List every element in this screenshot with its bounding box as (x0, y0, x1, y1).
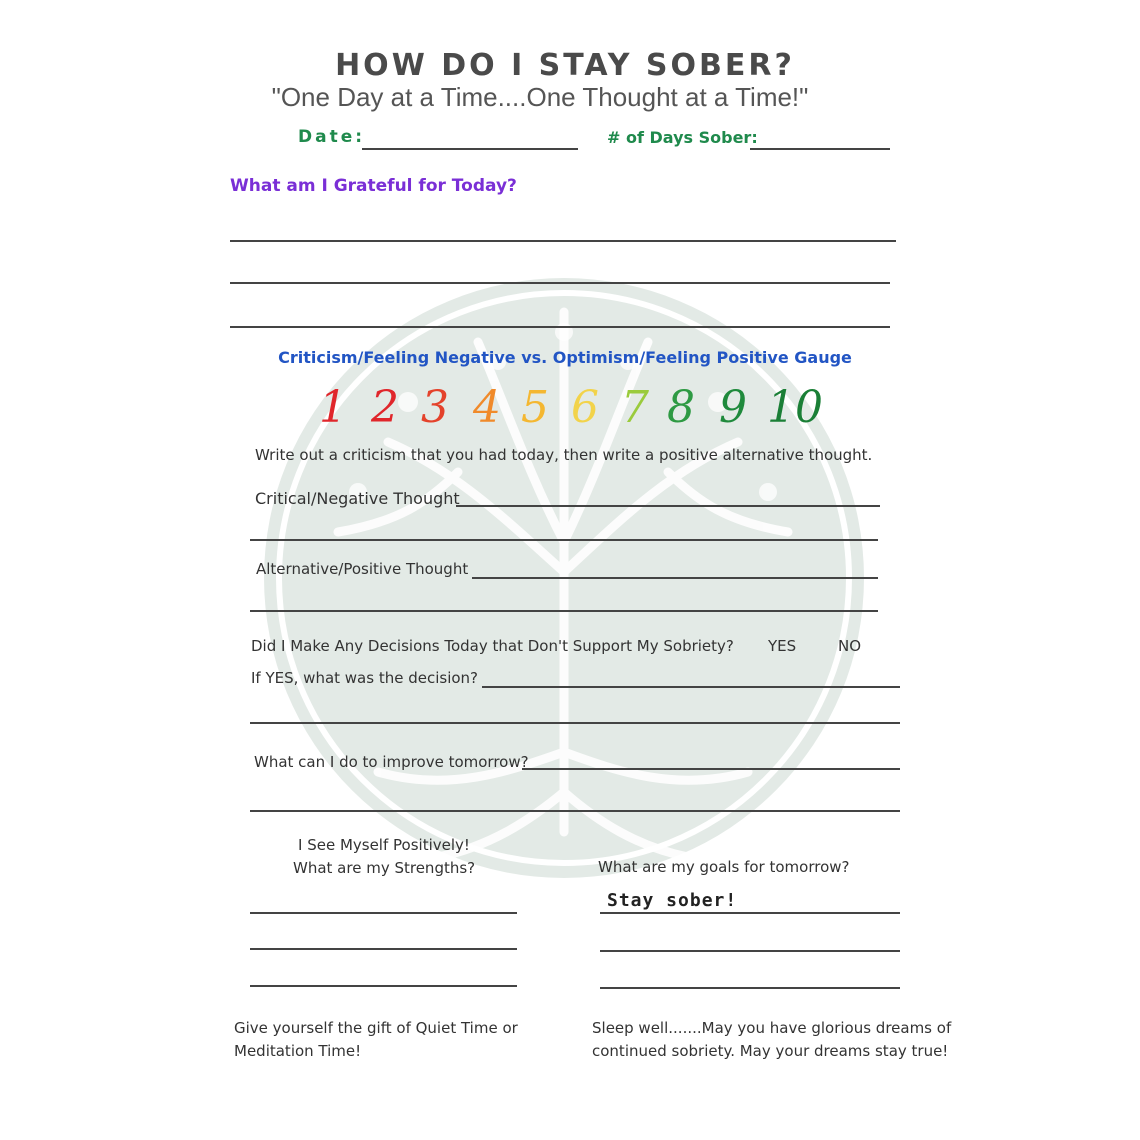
alternative-thought-label: Alternative/Positive Thought (256, 560, 469, 578)
gauge-numbers (315, 380, 835, 436)
gauge-number-7[interactable]: 7 (621, 382, 649, 433)
goals-line-c[interactable] (600, 987, 900, 989)
footer-left-line-1: Give yourself the gift of Quiet Time or (234, 1019, 518, 1037)
grateful-line-3[interactable] (230, 326, 890, 328)
days-sober-field[interactable] (750, 148, 890, 150)
footer-left-line-2: Meditation Time! (234, 1042, 362, 1060)
decision-line-2[interactable] (250, 722, 900, 724)
date-label: Date: (298, 127, 366, 147)
page-title: HOW DO I STAY SOBER? (335, 48, 795, 83)
gauge-number-6[interactable]: 6 (571, 382, 599, 433)
grateful-line-1[interactable] (230, 240, 896, 242)
goals-question: What are my goals for tomorrow? (598, 858, 850, 876)
grateful-heading: What am I Grateful for Today? (230, 176, 517, 196)
days-sober-label: # of Days Sober: (607, 128, 758, 147)
strengths-line-c[interactable] (250, 985, 517, 987)
decision-field[interactable] (482, 686, 900, 688)
strengths-line-1: I See Myself Positively! (298, 836, 470, 854)
critical-thought-field[interactable] (456, 505, 880, 507)
decisions-question: Did I Make Any Decisions Today that Don't Support My Sobriety? (251, 637, 734, 655)
gauge-number-1[interactable]: 1 (319, 382, 347, 433)
gauge-number-5[interactable]: 5 (521, 382, 549, 433)
page-subtitle: "One Day at a Time....One Thought at a Time!" (271, 82, 809, 112)
grateful-line-2[interactable] (230, 282, 890, 284)
improve-field[interactable] (522, 768, 900, 770)
gauge-number-10[interactable]: 10 (767, 382, 823, 433)
gauge-title: Criticism/Feeling Negative vs. Optimism/Feeling Positive Gauge (278, 348, 852, 367)
gauge-number-3[interactable]: 3 (421, 382, 449, 433)
strengths-line-a[interactable] (250, 912, 517, 914)
improve-line-2[interactable] (250, 810, 900, 812)
footer-right-line-2: continued sobriety. May your dreams stay true! (592, 1042, 949, 1060)
yes-option[interactable]: YES (768, 637, 797, 655)
thoughts-instruction: Write out a criticism that you had today, then write a positive alternative thought. (255, 446, 873, 464)
alternative-thought-field[interactable] (472, 577, 878, 579)
decision-followup-label: If YES, what was the decision? (251, 669, 479, 687)
gauge-number-9[interactable]: 9 (719, 382, 747, 433)
critical-thought-label: Critical/Negative Thought (255, 489, 460, 508)
alternative-thought-line-2[interactable] (250, 610, 878, 612)
goals-answer[interactable]: Stay sober! (607, 890, 738, 911)
gauge-number-2[interactable]: 2 (371, 382, 399, 433)
gauge-number-4[interactable]: 4 (473, 382, 501, 433)
no-option[interactable]: NO (838, 637, 862, 655)
critical-thought-line-2[interactable] (250, 539, 878, 541)
improve-question: What can I do to improve tomorrow? (254, 753, 529, 771)
date-field[interactable] (362, 148, 578, 150)
goals-line-b[interactable] (600, 950, 900, 952)
goals-line-a[interactable] (600, 912, 900, 914)
gauge-number-8[interactable]: 8 (667, 382, 695, 433)
strengths-line-b[interactable] (250, 948, 517, 950)
strengths-line-2: What are my Strengths? (293, 859, 476, 877)
footer-right-line-1: Sleep well.......May you have glorious dreams of (592, 1019, 952, 1037)
